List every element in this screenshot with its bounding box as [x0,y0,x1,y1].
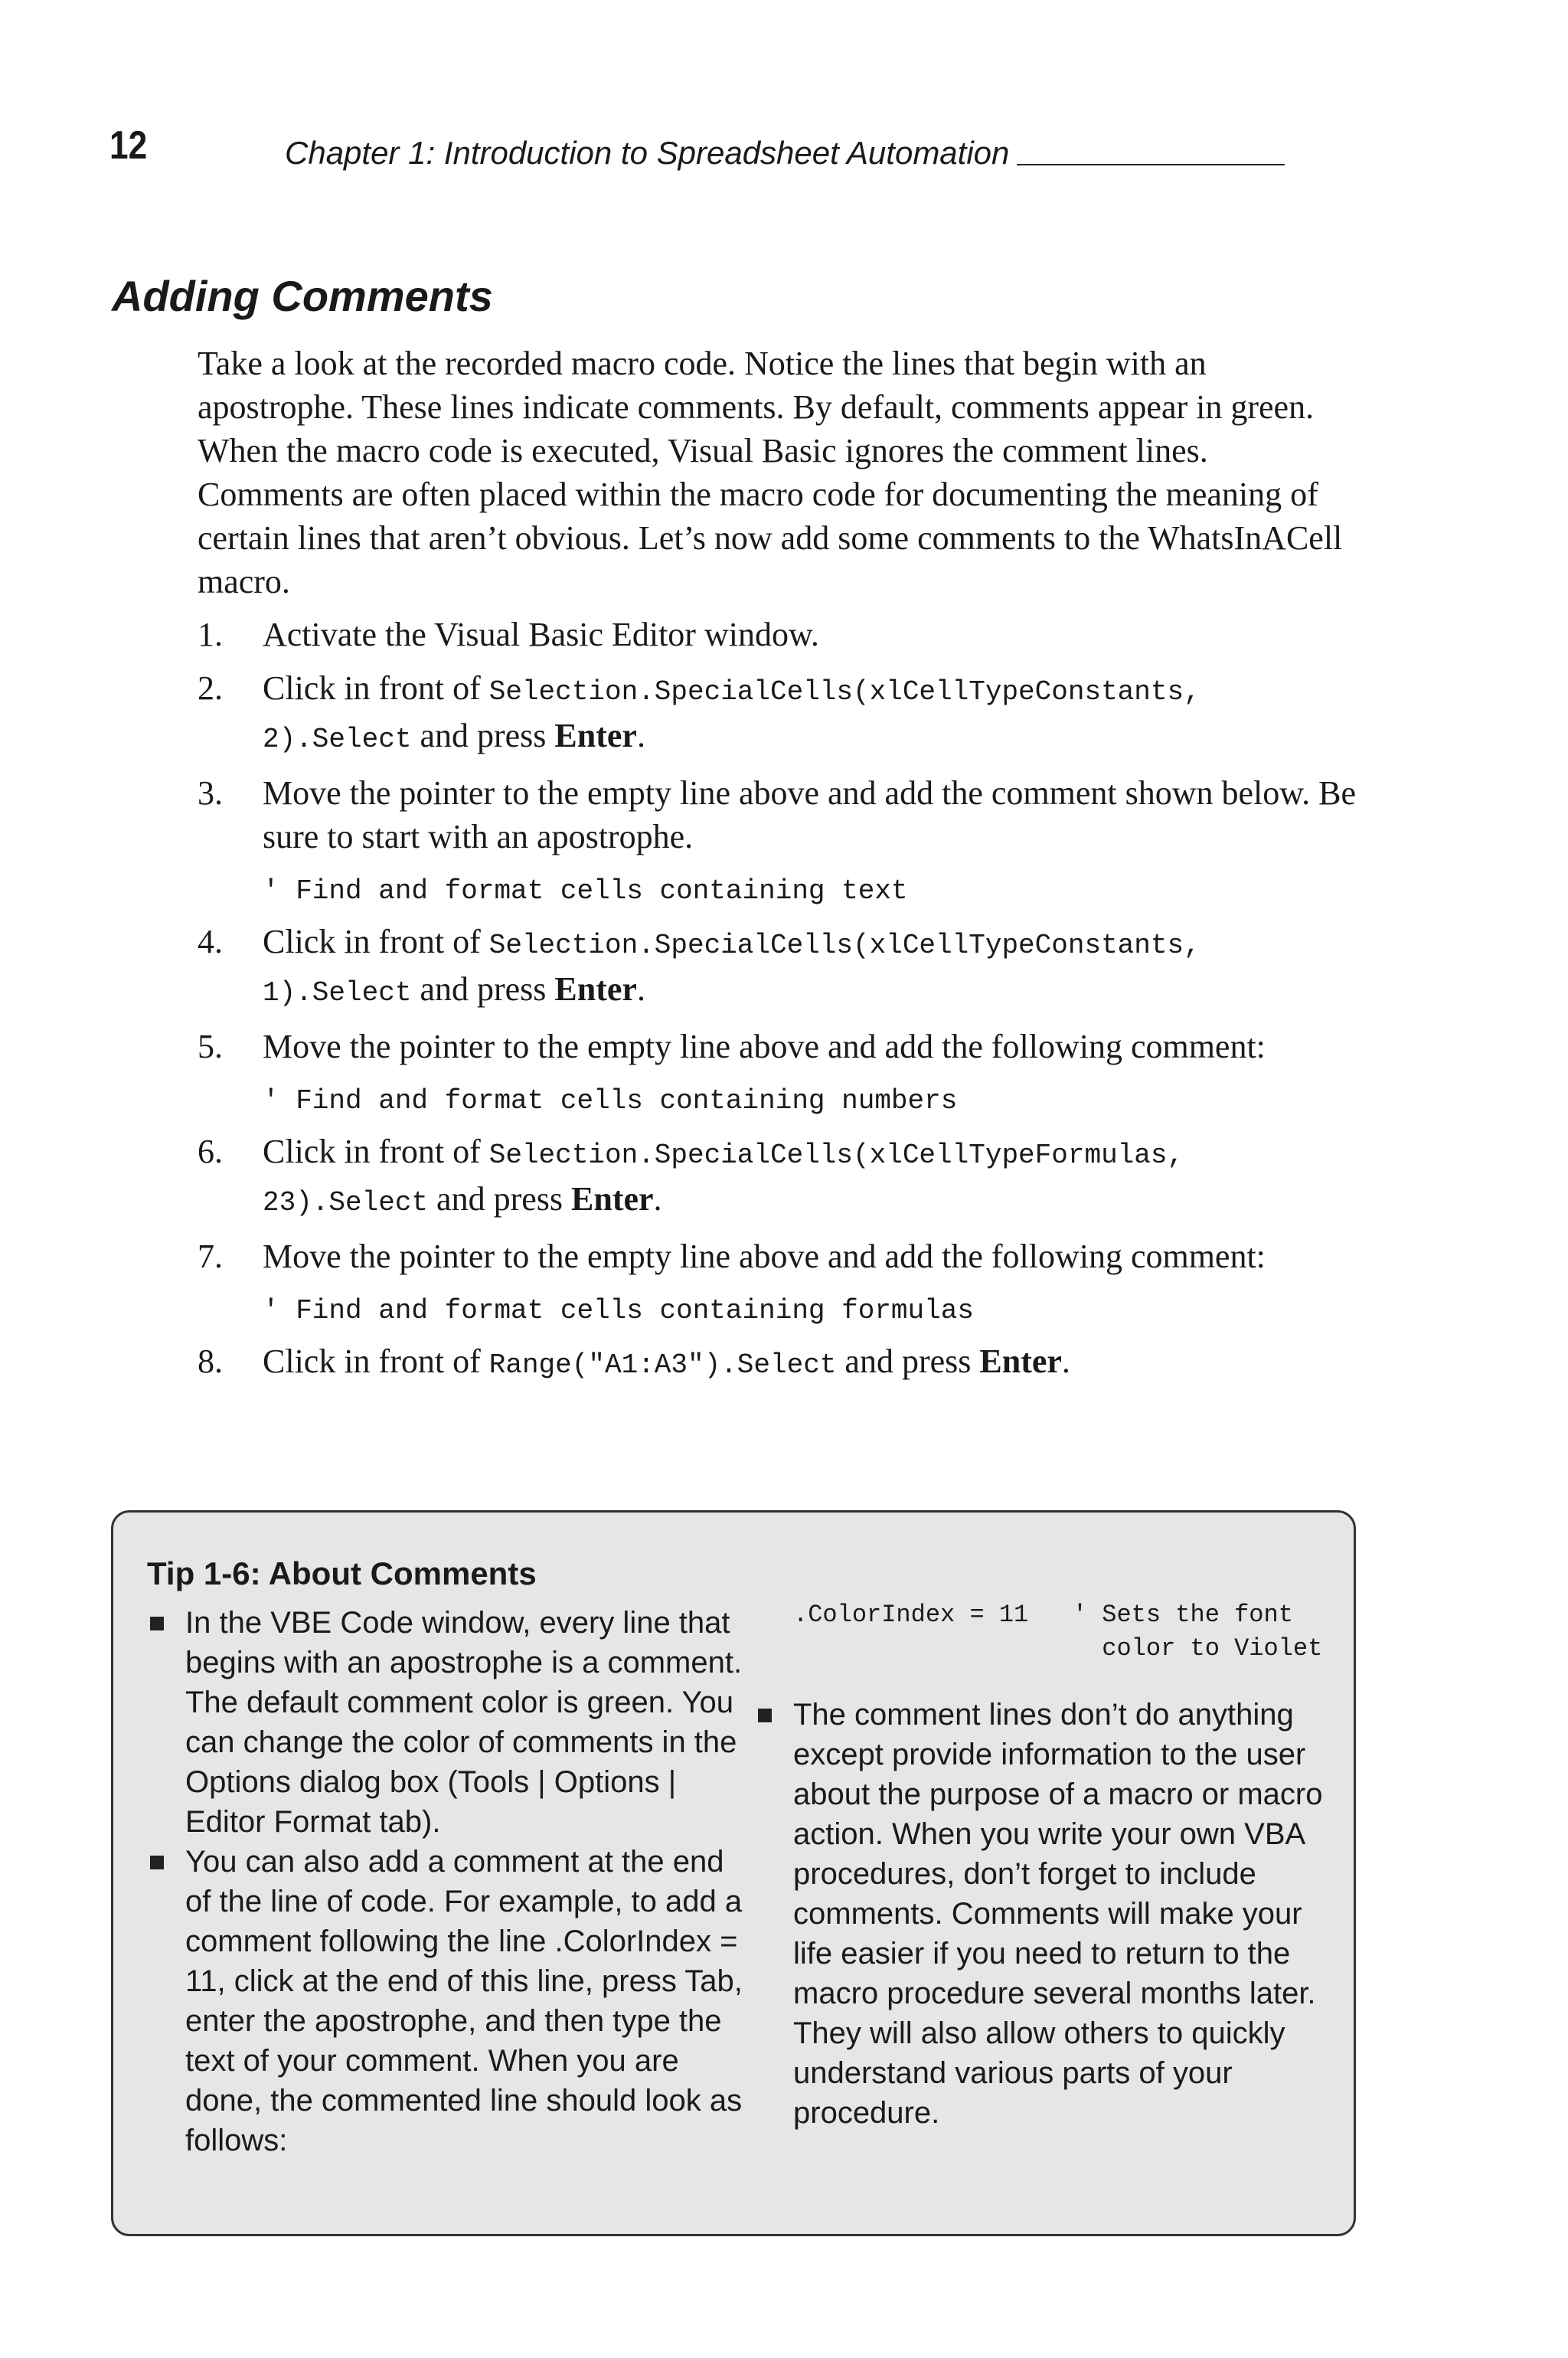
step-text: and press [420,970,555,1008]
tip-bullet-text: The comment lines don’t do anything except provide information to the user about the purpose of a macro or macro action. When you write your own VBA procedures, don’t forget to include comments. Comments will make your life easier if you need to return to the macro procedure several months later. They will also allow others to quickly understand various parts of your procedure. [793,1698,1323,2130]
step-6 [198,1130,1361,1225]
inline-code: Range("A1:A3").Select [488,1349,837,1381]
tip-right-column [755,1603,1337,2133]
intro-paragraph: Take a look at the recorded macro code. Notice the lines that begin with an apostrophe. These lines indicate comments. By default, comments appear in green. When the macro code is executed, Visual Basic ignores the comment lines. Comments are often placed within the macro code for documenting the meaning of certain lines that aren’t obvious. Let’s now add some comments to the WhatsInACell macro. [198,345,1343,600]
step-7 [198,1235,1361,1278]
step-text: Activate the Visual Basic Editor window. [263,616,819,653]
code-comment-line: ' Find and format cells containing numbers [263,1085,958,1117]
step-text: . [636,970,645,1008]
inline-code: Selection.SpecialCells(xlCellTypeFormulas, 23).Select [263,1140,1184,1218]
step-number: 1. [198,616,223,653]
inline-code: Selection.SpecialCells(xlCellTypeConstants, 1).Select [263,930,1200,1009]
step-number: 3. [198,774,223,812]
running-head-rule [1017,164,1285,165]
step-number: 5. [198,1028,223,1065]
step-number: 8. [198,1343,223,1380]
step-4 [198,920,1361,1015]
inline-code: Selection.SpecialCells(xlCellTypeConstants, 2).Select [263,676,1200,755]
step-text: Move the pointer to the empty line above and add the comment shown below. Be sure to start with an apostrophe. [263,774,1357,855]
tip-bullet-text: You can also add a comment at the end of the line of code. For example, to add a comment following the line .ColorIndex = 11, click at the end of this line, press Tab, enter the apostrophe, and then type the text of your comment. When you are done, the commented line should look as follows: [185,1845,743,2157]
page-number: 12 [109,123,148,168]
section-title: Adding Comments [112,272,493,320]
step-5 [198,1025,1361,1068]
tip-bullet-text: In the VBE Code window, every line that begins with an apostrophe is a comment. The default comment color is green. You can change the color of comments in the Options dialog box (Tools | Options | Editor Format tab). [185,1606,743,1839]
step-8 [198,1339,1361,1387]
step-text: . [1061,1343,1070,1380]
step-text: . [636,717,645,754]
key-name: Enter [554,970,637,1008]
step-text: Move the pointer to the empty line above and add the following comment: [263,1238,1266,1275]
running-head-text: Chapter 1: Introduction to Spreadsheet Automation [285,135,1010,171]
step-2 [198,666,1361,761]
key-name: Enter [571,1180,654,1218]
tip-bullet [147,1842,752,2160]
step-text: Move the pointer to the empty line above and add the following comment: [263,1028,1266,1065]
running-head [285,135,1285,172]
steps-list [198,613,1361,1397]
bullet-square-icon [150,1617,164,1630]
step-1 [198,613,1361,656]
code-comment-line: ' Find and format cells containing formulas [263,1295,974,1326]
code-comment-line: ' Find and format cells containing text [263,875,908,907]
step-number: 2. [198,669,223,707]
step-text: . [653,1180,662,1218]
step-number: 7. [198,1238,223,1275]
tip-box [111,1510,1356,2236]
key-name: Enter [554,717,637,754]
tip-bullet [755,1695,1337,2133]
step-text: and press [420,717,555,754]
step-text: Click in front of [263,923,489,960]
step-number: 4. [198,923,223,960]
step-number: 6. [198,1133,223,1170]
key-name: Enter [979,1343,1062,1380]
step-text: and press [436,1180,572,1218]
step-text: Click in front of [263,1133,489,1170]
step-text: Click in front of [263,1343,489,1380]
step-text: Click in front of [263,669,489,707]
bullet-square-icon [758,1709,772,1722]
tip-left-column [147,1603,836,2160]
tip-title: Tip 1-6: About Comments [147,1555,537,1591]
bullet-square-icon [150,1856,164,1869]
tip-bullet [147,1603,752,1842]
tip-code-example: .ColorIndex = 11 ' Sets the font color to Violet [793,1601,1323,1663]
step-3 [198,771,1361,858]
step-text: and press [836,1343,980,1380]
